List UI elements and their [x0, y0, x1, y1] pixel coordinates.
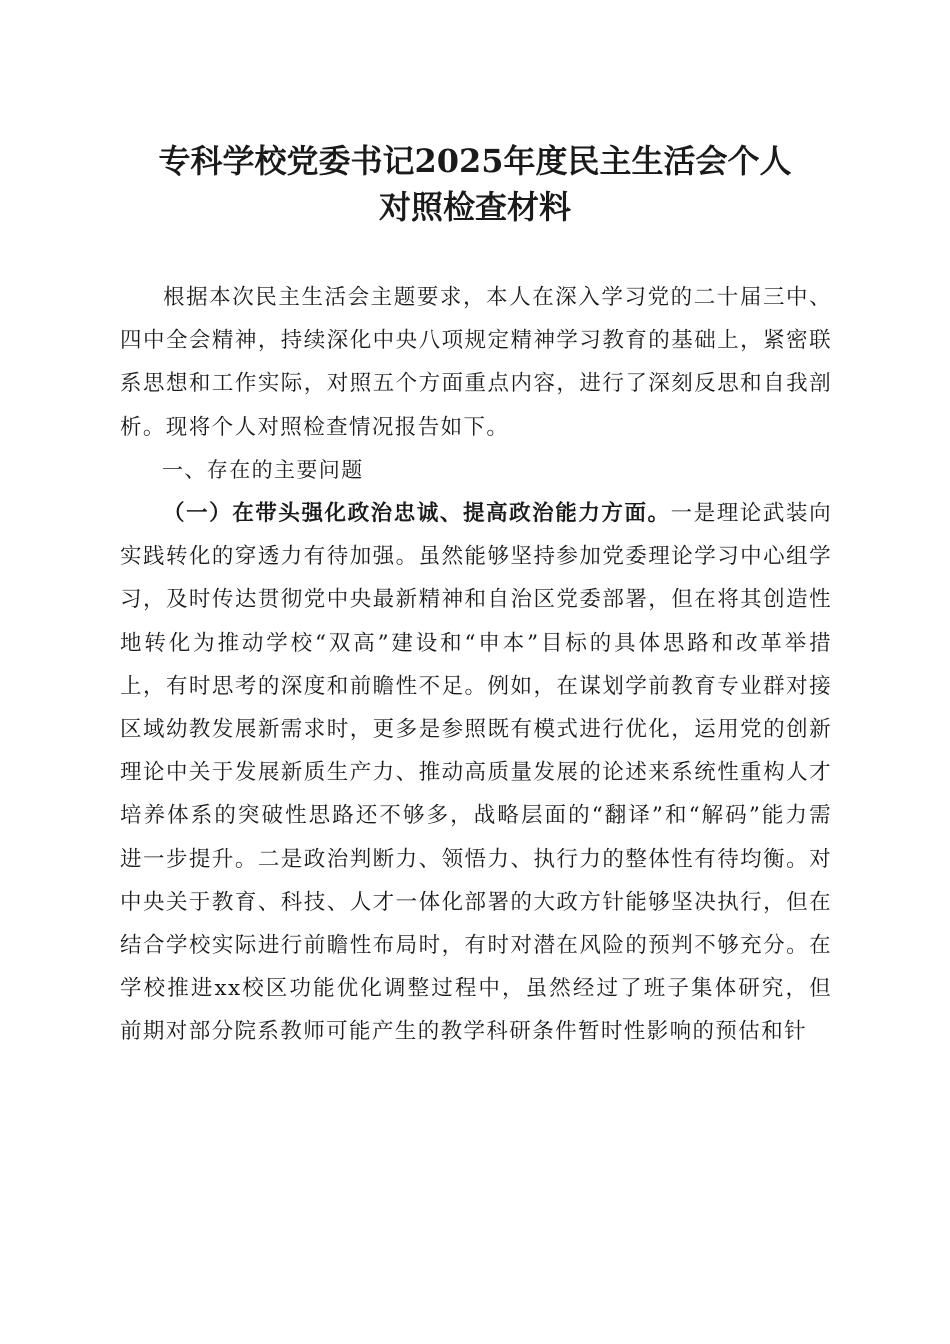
- intro-paragraph: 根据本次民主生活会主题要求，本人在深入学习党的二十届三中、四中全会精神，持续深化中央八项规定精神学习教育的基础上，紧密联系思想和工作实际，对照五个方面重点内容，进行了深刻反思和自我剖析。现将个人对照检查情况报告如下。: [120, 285, 832, 440]
- section-heading: 一、存在的主要问题: [162, 457, 364, 482]
- title-line-1: 专科学校党委书记2025年度民主生活会个人: [158, 142, 792, 180]
- subsection-body: 一是理论武装向实践转化的穿透力有待加强。虽然能够坚持参加党委理论学习中心组学习，及时传达贯彻党中央最新精神和自治区党委部署，但在将其创造性地转化为推动学校“双高”建设和“申本”目标的具体思路和改革举措上，有时思考的深度和前瞻性不足。例如，在谋划学前教育专业群对接区域幼教发展新需求时，更多是参照既有模式进行优化，运用党的创新理论中关于发展新质生产力、推动高质量发展的论述来系统性重构人才培养体系的突破性思路还不够多，战略层面的“翻译”和“解码”能力需进一步提升。二是政治判断力、领悟力、执行力的整体性有待均衡。对中央关于教育、科技、人才一体化部署的大政方针能够坚决执行，但在结合学校实际进行前瞻性布局时，有时对潜在风险的预判不够充分。在学校推进xx校区功能优化调整过程中，虽然经过了班子集体研究，但前期对部分院系教师可能产生的教学科研条件暂时性影响的预估和针: [120, 501, 832, 1045]
- title-line-2: 对照检查材料: [378, 188, 571, 226]
- subsection-paragraph: [120, 492, 832, 1054]
- subsection-lead: （一）在带头强化政治忠诚、提高政治能力方面。: [163, 501, 671, 527]
- document-title: [90, 138, 860, 230]
- document-body: [120, 276, 832, 1054]
